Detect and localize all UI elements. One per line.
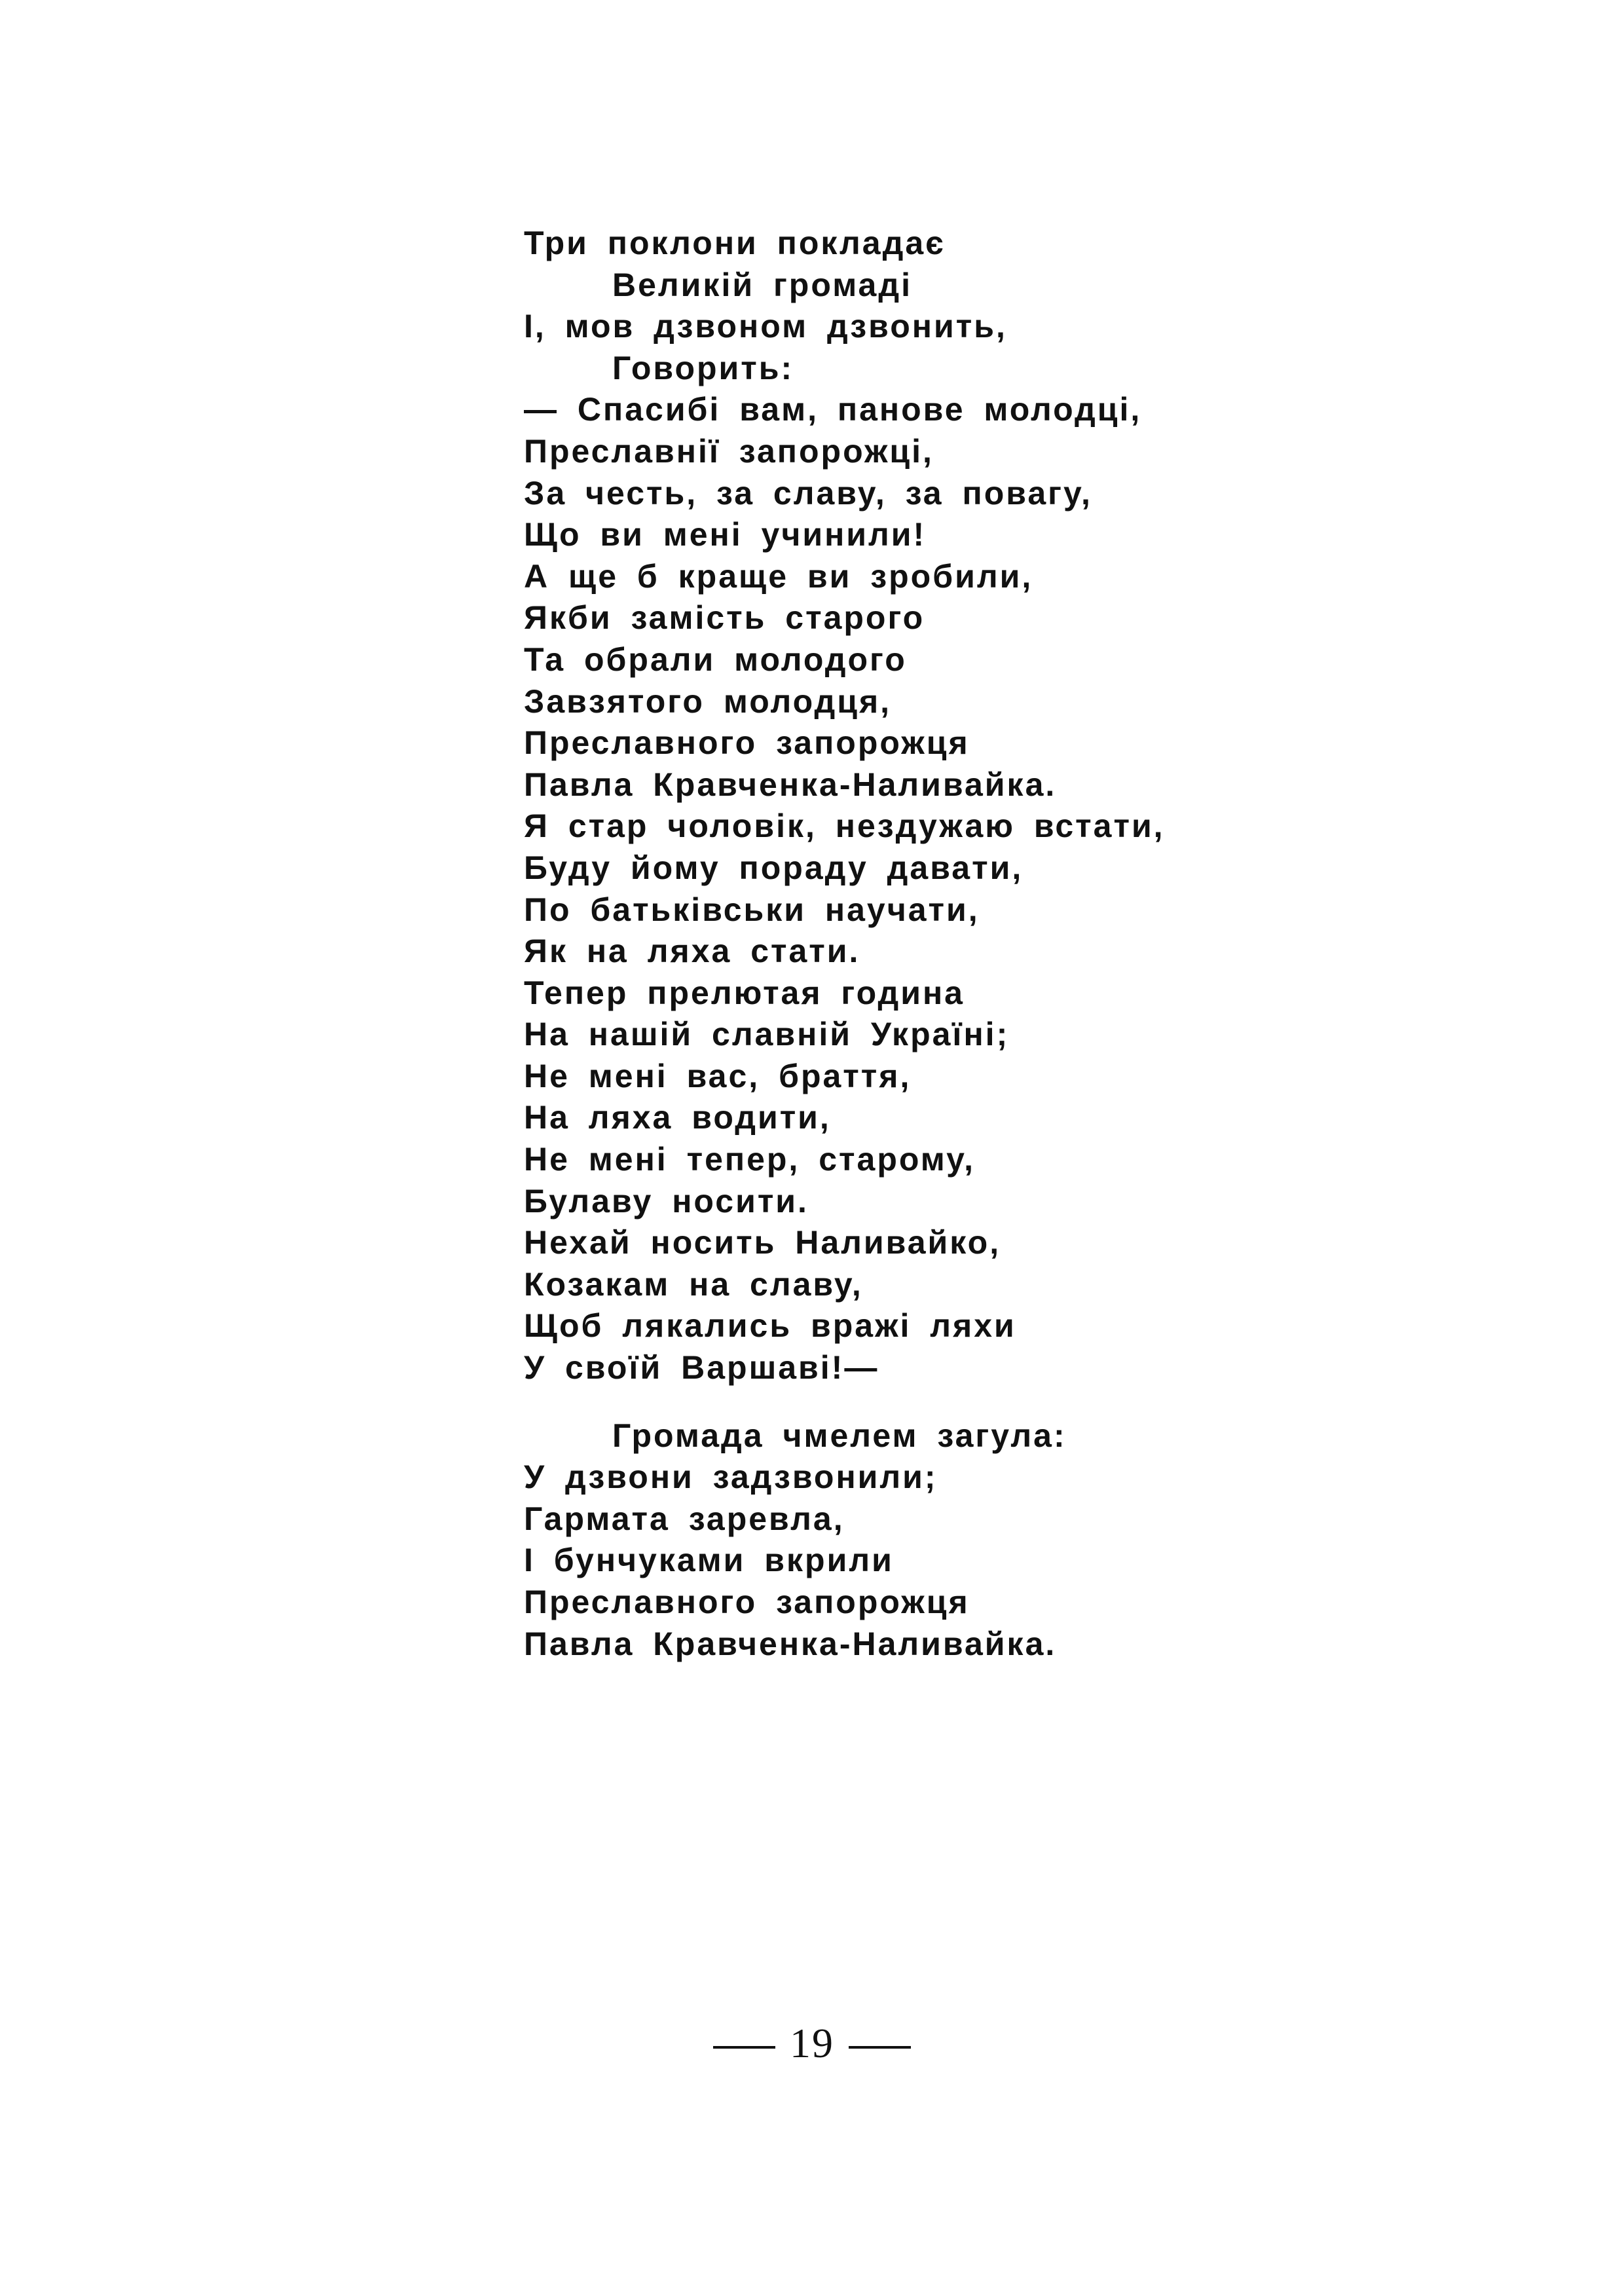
poem-line: — Спасибі вам, панове молодці,	[524, 391, 1142, 428]
poem-line: Три поклони покладає	[524, 225, 946, 261]
stanza	[524, 223, 1349, 1389]
poem-line: Громада чмелем загула:	[612, 1417, 1067, 1454]
poem-line: Гармата заревла,	[524, 1500, 845, 1537]
poem-line: На ляха водити,	[524, 1099, 831, 1136]
poem-line: Павла Кравченка-Наливайка.	[524, 766, 1057, 803]
poem-line: Тепер прелютая година	[524, 974, 965, 1011]
poem-line: Не мені вас, браття,	[524, 1057, 912, 1094]
poem-line: І бунчуками вкрили	[524, 1542, 894, 1579]
poem-line: У дзвони задзвонили;	[524, 1459, 938, 1496]
poem-line: Павла Кравченка-Наливайка.	[524, 1625, 1057, 1662]
poem-line: Преславнії запорожці,	[524, 432, 934, 470]
stanza-gap	[524, 1389, 1349, 1415]
poem-line: Нехай носить Наливайко,	[524, 1224, 1001, 1261]
poem-line: По батьківськи научати,	[524, 891, 980, 928]
poem-line: У своїй Варшаві!—	[524, 1349, 879, 1386]
poem-line: А ще б краще ви зробили,	[524, 557, 1033, 595]
poem-line: Що ви мені учинили!	[524, 516, 927, 553]
poem-line: Преславного запорожця	[524, 724, 970, 762]
left-dash	[713, 2046, 775, 2049]
poem-line: Я стар чоловік, нездужаю встати,	[524, 808, 1165, 845]
stanza	[524, 1415, 1349, 1666]
poem-line: Не мені тепер, старому,	[524, 1141, 976, 1178]
poem-line: Як на ляха стати.	[524, 933, 860, 970]
poem-line: Буду йому пораду давати,	[524, 849, 1024, 886]
poem-line: Великій громаді	[612, 266, 912, 303]
poem-line: Булаву носити.	[524, 1182, 809, 1219]
poem-line: Козакам на славу,	[524, 1265, 863, 1303]
poem-line: Щоб лякались вражі ляхи	[524, 1307, 1016, 1345]
page-number-value: 19	[790, 2020, 834, 2066]
right-dash	[849, 2046, 911, 2049]
poem-line: Якби замість старого	[524, 599, 925, 637]
poem-line: Преславного запорожця	[524, 1584, 970, 1620]
poem-line: І, мов дзвоном дзвонить,	[524, 308, 1007, 345]
poem-line: Завзятого молодця,	[524, 682, 892, 720]
poem-line: Та обрали молодого	[524, 641, 907, 678]
poem-line: За честь, за славу, за повагу,	[524, 474, 1092, 512]
poem-line: Говорить:	[612, 349, 794, 386]
poem-text	[524, 223, 1349, 1665]
poem-line: На нашій славній Україні;	[524, 1016, 1010, 1053]
page-number	[0, 2017, 1624, 2070]
